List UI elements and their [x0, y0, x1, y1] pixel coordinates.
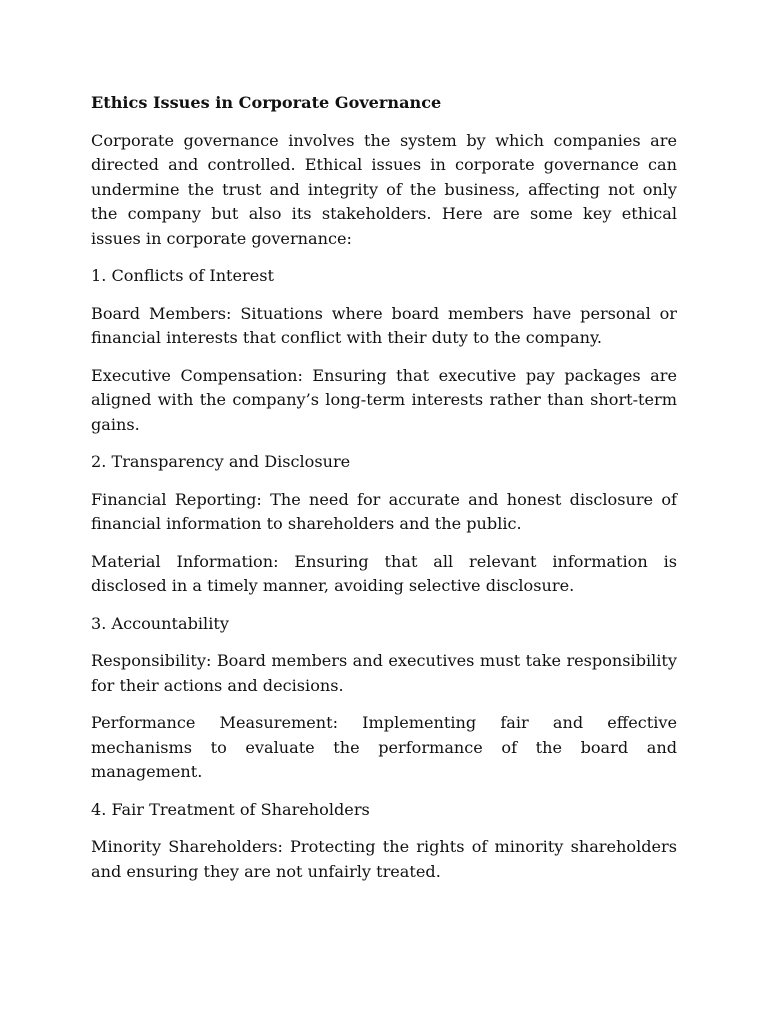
section-heading: 1. Conflicts of Interest — [91, 266, 274, 285]
intro-paragraph: Corporate governance involves the system by which companies are directed and controlled. Ethical issues in corporate governance can undermine the trust and integrity of the business, affecting not only the company but also its stakeholders. Here are some key ethical issues in corporate governance: — [91, 130, 677, 248]
section-conflicts-of-interest — [91, 264, 677, 437]
section-paragraph: Performance Measurement: Implementing fair and effective mechanisms to evaluate the performance of the board and management. — [91, 713, 677, 781]
section-paragraph: Minority Shareholders: Protecting the rights of minority shareholders and ensuring they are not unfairly treated. — [91, 837, 677, 881]
document-title: Ethics Issues in Corporate Governance — [91, 93, 442, 112]
section-accountability — [91, 612, 677, 785]
section-paragraph: Material Information: Ensuring that all relevant information is disclosed in a timely manner, avoiding selective disclosure. — [91, 551, 677, 595]
section-paragraph: Board Members: Situations where board members have personal or financial interests that conflict with their duty to the company. — [91, 303, 677, 347]
section-heading: 3. Accountability — [91, 613, 229, 633]
section-fair-treatment-of-shareholders — [91, 798, 677, 885]
section-paragraph: Financial Reporting: The need for accurate and honest disclosure of financial information to shareholders and the public. — [91, 489, 677, 533]
section-heading: 4. Fair Treatment of Shareholders — [91, 799, 370, 819]
section-paragraph: Responsibility: Board members and executives must take responsibility for their actions and decisions. — [91, 651, 677, 695]
section-heading: 2. Transparency and Disclosure — [91, 452, 351, 471]
section-transparency-and-disclosure — [91, 450, 677, 599]
section-paragraph: Executive Compensation: Ensuring that executive pay packages are aligned with the company’s long-term interests rather than short-term gains. — [91, 365, 677, 434]
